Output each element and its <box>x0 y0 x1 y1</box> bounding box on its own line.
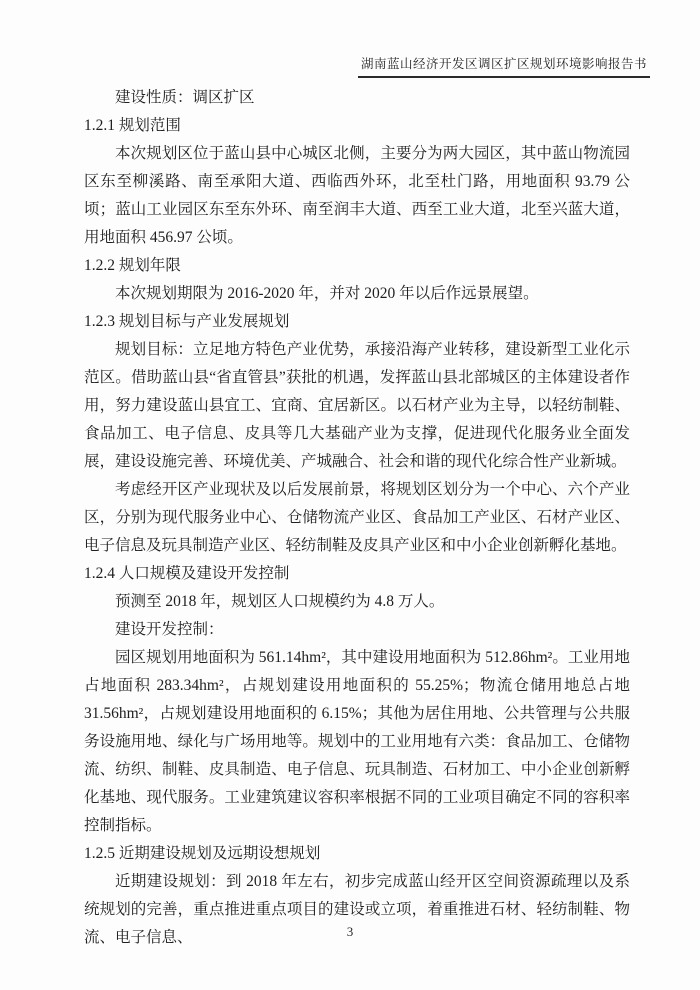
near-term-plan-paragraph: 近期建设规划：到 2018 年左右，初步完成蓝山经开区空间资源疏理以及系统规划的完善，重点推进重点项目的建设或立项，着重推进石材、轻纺制鞋、物流、电子信息、 <box>84 873 630 946</box>
heading-1-2-5-near-far-term-plan: 1.2.5 近期建设规划及远期设想规划 <box>84 845 321 862</box>
heading-1-2-4-population-control: 1.2.4 人口规模及建设开发控制 <box>84 565 290 582</box>
planning-goals-paragraph: 规划目标：立足地方特色产业优势，承接沿海产业转移，建设新型工业化示范区。借助蓝山县“省直管县”获批的机遇，发挥蓝山县北部城区的主体建设者作用，努力建设蓝山县宜工、宜商、宜居新区。以石材产业为主导，以轻纺制鞋、食品加工、电子信息、皮具等几大基础产业为支撑，促进现代化服务业全面发展，建设设施完善、环境优美、产城融合、社会和谐的现代化综合性产业新城。 <box>84 341 630 470</box>
page-number: 3 <box>346 924 354 939</box>
development-control-label: 建设开发控制： <box>115 621 224 638</box>
construction-nature-line: 建设性质：调区扩区 <box>115 89 255 106</box>
land-use-statistics-paragraph: 园区规划用地面积为 561.14hm²，其中建设用地面积为 512.86hm²。工业用地占地面积 283.34hm²，占规划建设用地面积的 55.25%；物流仓储用地总占地 31.56hm²，占规划建设用地面积的 6.15%；其他为居住用地、公共管理与公共服务设施用地、绿化与广场用地等。规划中的工业用地有六类：食品加工、仓储物流、纺织、制鞋、皮具制造、电子信息、玩具制造、石材加工、中小企业创新孵化基地、现代服务。工业建筑建议容积率根据不同的工业项目确定不同的容积率控制指标。 <box>84 649 630 834</box>
report-title-header: 湖南蓝山经济开发区调区扩区规划环境影响报告书 <box>358 56 650 78</box>
planning-scope-paragraph: 本次规划区位于蓝山县中心城区北侧，主要分为两大园区，其中蓝山物流园区东至柳溪路、南至承阳大道、西临西外环，北至杜门路，用地面积 93.79 公顷；蓝山工业园区东至东外环、南至润丰大道、西至工业大道，北至兴蓝大道，用地面积 456.97 公顷。 <box>84 145 630 246</box>
page-footer <box>0 924 700 940</box>
planning-period-paragraph: 本次规划期限为 2016-2020 年，并对 2020 年以后作远景展望。 <box>115 285 539 302</box>
heading-1-2-3-goals-industry: 1.2.3 规划目标与产业发展规划 <box>84 313 290 330</box>
page-header <box>0 56 650 78</box>
heading-1-2-2-planning-period: 1.2.2 规划年限 <box>84 257 181 274</box>
industry-zones-paragraph: 考虑经开区产业现状及以后发展前景，将规划区划分为一个中心、六个产业区，分别为现代服务业中心、仓储物流产业区、食品加工产业区、石材产业区、电子信息及玩具制造产业区、轻纺制鞋及皮具产业区和中小企业创新孵化基地。 <box>84 481 630 554</box>
population-forecast-paragraph: 预测至 2018 年，规划区人口规模约为 4.8 万人。 <box>115 593 445 610</box>
document-body <box>84 84 630 952</box>
heading-1-2-1-planning-scope: 1.2.1 规划范围 <box>84 117 181 134</box>
